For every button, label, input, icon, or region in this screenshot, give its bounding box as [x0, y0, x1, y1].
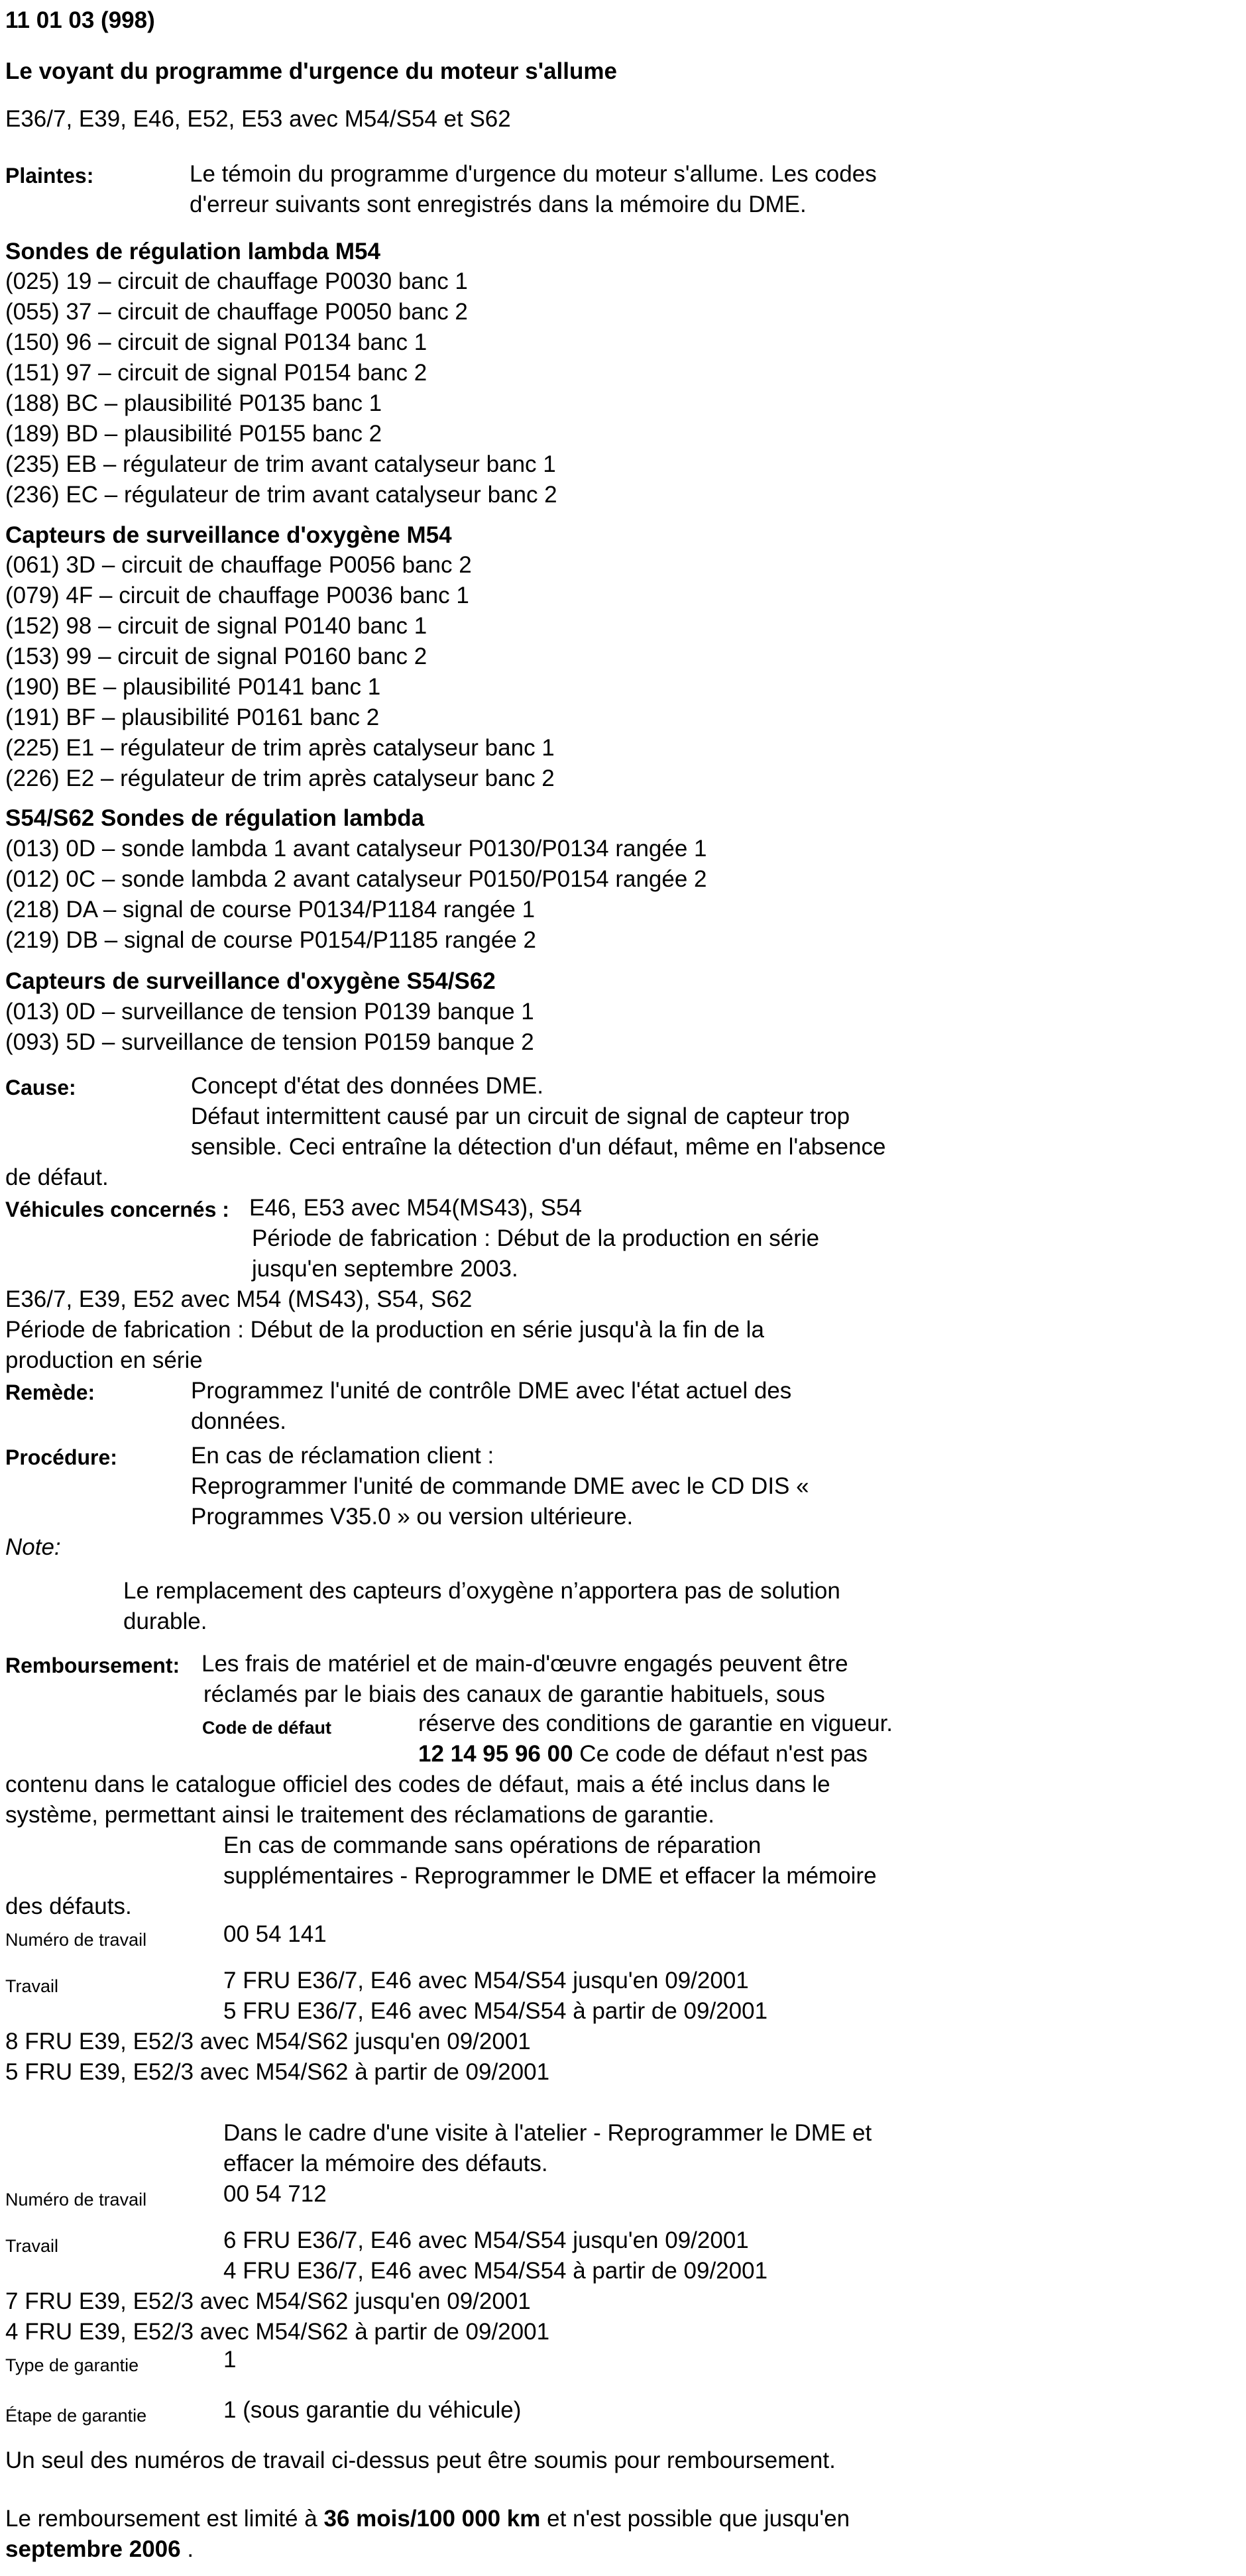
work-fru-line: 6 FRU E36/7, E46 avec M54/S54 jusqu'en 09/2001 — [223, 2227, 749, 2253]
reimbursement-limit-line — [5, 2534, 194, 2565]
fault-code-item: (225) E1 – régulateur de trim après catalyseur banc 1 — [5, 735, 555, 761]
work-number-value: 00 54 712 — [223, 2181, 327, 2207]
reimbursement-text-line: Les frais de matériel et de main-d'œuvre engagés peuvent être — [201, 1651, 848, 1677]
work-number-value: 00 54 141 — [223, 1921, 327, 1947]
fault-code-item: (013) 0D – sonde lambda 1 avant catalyseur P0130/P0134 rangée 1 — [5, 836, 707, 862]
workshop-visit-line: Dans le cadre d'une visite à l'atelier - Reprogrammer le DME et — [223, 2120, 872, 2146]
reimbursement-text-line: des défauts. — [5, 1893, 132, 1919]
defect-code-line — [418, 1739, 868, 1769]
vehicles-text-line: E36/7, E39, E52 avec M54 (MS43), S54, S62 — [5, 1286, 473, 1312]
fault-code-item: (151) 97 – circuit de signal P0154 banc 2 — [5, 360, 427, 386]
reimbursement-limit-line — [5, 2504, 850, 2534]
remedy-text-line: données. — [191, 1408, 287, 1434]
fault-code-item: (219) DB – signal de course P0154/P1185 rangée 2 — [5, 927, 537, 953]
fault-code-item: (093) 5D – surveillance de tension P0159 banque 2 — [5, 1029, 534, 1055]
warranty-stage-value: 1 (sous garantie du véhicule) — [223, 2397, 522, 2423]
doc-number: 11 01 03 (998) — [5, 7, 155, 33]
defect-code-text: Ce code de défaut n'est pas — [573, 1741, 868, 1767]
fault-code-item: (188) BC – plausibilité P0135 banc 1 — [5, 390, 382, 416]
fault-code-item: (079) 4F – circuit de chauffage P0036 banc 1 — [5, 583, 469, 608]
fault-code-item: (226) E2 – régulateur de trim après catalyseur banc 2 — [5, 765, 555, 791]
work-label: Travail — [5, 2236, 59, 2256]
fault-section-heading: Capteurs de surveillance d'oxygène M54 — [5, 522, 452, 548]
vehicles-text-line: E46, E53 avec M54(MS43), S54 — [249, 1195, 582, 1221]
limit-prefix: Le remboursement est limité à — [5, 2506, 324, 2532]
fault-code-item: (236) EC – régulateur de trim avant catalyseur banc 2 — [5, 482, 557, 508]
work-fru-line: 4 FRU E39, E52/3 avec M54/S62 à partir de 09/2001 — [5, 2319, 550, 2345]
fault-code-item: (061) 3D – circuit de chauffage P0056 banc 2 — [5, 552, 472, 578]
reimbursement-label: Remboursement: — [5, 1653, 180, 1677]
vehicles-label: Véhicules concernés : — [5, 1198, 229, 1221]
warranty-type-label: Type de garantie — [5, 2355, 139, 2375]
fault-code-item: (191) BF – plausibilité P0161 banc 2 — [5, 704, 380, 730]
fault-code-item: (190) BE – plausibilité P0141 banc 1 — [5, 674, 381, 700]
reimbursement-text-line: En cas de commande sans opérations de réparation — [223, 1832, 762, 1858]
procedure-text-line: Reprogrammer l'unité de commande DME avec le CD DIS « — [191, 1473, 809, 1499]
note-text-line: durable. — [123, 1608, 207, 1634]
vehicles-text-line: Période de fabrication : Début de la production en série jusqu'à la fin de la — [5, 1317, 764, 1343]
reimbursement-text-line: réserve des conditions de garantie en vigueur. — [418, 1710, 893, 1736]
work-fru-line: 5 FRU E39, E52/3 avec M54/S62 à partir de 09/2001 — [5, 2059, 550, 2085]
complaint-text-line: d'erreur suivants sont enregistrés dans la mémoire du DME. — [190, 192, 807, 217]
fault-code-item: (012) 0C – sonde lambda 2 avant catalyseur P0150/P0154 rangée 2 — [5, 866, 707, 892]
limit-suffix: et n'est possible que jusqu'en — [540, 2506, 850, 2532]
fault-code-item: (013) 0D – surveillance de tension P0139 banque 1 — [5, 999, 534, 1025]
fault-code-item: (055) 37 – circuit de chauffage P0050 banc 2 — [5, 299, 468, 325]
complaint-label: Plaintes: — [5, 164, 94, 188]
workshop-visit-line: effacer la mémoire des défauts. — [223, 2151, 548, 2176]
bulletin-title: Le voyant du programme d'urgence du moteur s'allume — [5, 58, 617, 84]
fault-code-item: (153) 99 – circuit de signal P0160 banc 2 — [5, 644, 427, 669]
vehicles-text-line: production en série — [5, 1347, 203, 1373]
complaint-text-line: Le témoin du programme d'urgence du moteur s'allume. Les codes — [190, 161, 877, 187]
work-fru-line: 4 FRU E36/7, E46 avec M54/S54 à partir de 09/2001 — [223, 2258, 768, 2284]
reimbursement-text-line: système, permettant ainsi le traitement des réclamations de garantie. — [5, 1802, 714, 1828]
cause-text-line: sensible. Ceci entraîne la détection d'un défaut, même en l'absence — [191, 1134, 886, 1160]
fault-code-item: (025) 19 – circuit de chauffage P0030 banc 1 — [5, 268, 468, 294]
vehicles-text-line: Période de fabrication : Début de la production en série — [252, 1225, 820, 1251]
fault-code-item: (152) 98 – circuit de signal P0140 banc 1 — [5, 613, 427, 639]
fault-code-item: (218) DA – signal de course P0134/P1184 rangée 1 — [5, 897, 536, 923]
fault-code-item: (150) 96 – circuit de signal P0134 banc 1 — [5, 329, 427, 355]
defect-code-value: 12 14 95 96 00 — [418, 1741, 573, 1767]
remedy-label: Remède: — [5, 1380, 95, 1404]
work-fru-line: 7 FRU E39, E52/3 avec M54/S62 jusqu'en 09/2001 — [5, 2288, 531, 2314]
work-number-label: Numéro de travail — [5, 2190, 147, 2210]
fault-section-heading: Sondes de régulation lambda M54 — [5, 239, 380, 264]
reimbursement-text-line: contenu dans le catalogue officiel des codes de défaut, mais a été inclus dans le — [5, 1771, 830, 1797]
cause-label: Cause: — [5, 1076, 76, 1099]
remedy-text-line: Programmez l'unité de contrôle DME avec l'état actuel des — [191, 1378, 792, 1404]
affected-models: E36/7, E39, E46, E52, E53 avec M54/S54 et S62 — [5, 106, 511, 132]
fault-code-item: (189) BD – plausibilité P0155 banc 2 — [5, 421, 382, 447]
fault-section-heading: Capteurs de surveillance d'oxygène S54/S62 — [5, 968, 496, 994]
single-claim-note: Un seul des numéros de travail ci-dessus peut être soumis pour remboursement. — [5, 2447, 836, 2473]
fault-section-heading: S54/S62 Sondes de régulation lambda — [5, 805, 425, 831]
work-label: Travail — [5, 1976, 59, 1996]
limit-duration: 36 mois/100 000 km — [323, 2506, 541, 2532]
limit-deadline: septembre 2006 — [5, 2536, 181, 2562]
procedure-text-line: Programmes V35.0 » ou version ultérieure. — [191, 1504, 634, 1530]
fault-code-item: (235) EB – régulateur de trim avant catalyseur banc 1 — [5, 451, 556, 477]
defect-code-label: Code de défaut — [202, 1718, 332, 1738]
note-label: Note: — [5, 1534, 61, 1560]
vehicles-text-line: jusqu'en septembre 2003. — [252, 1256, 518, 1282]
work-fru-line: 5 FRU E36/7, E46 avec M54/S54 à partir de 09/2001 — [223, 1998, 768, 2024]
reimbursement-text-line: réclamés par le biais des canaux de garantie habituels, sous — [203, 1681, 825, 1707]
procedure-text-line: En cas de réclamation client : — [191, 1443, 494, 1469]
warranty-stage-label: Étape de garantie — [5, 2406, 147, 2426]
cause-text-line: Concept d'état des données DME. — [191, 1073, 544, 1099]
procedure-label: Procédure: — [5, 1445, 117, 1469]
work-number-label: Numéro de travail — [5, 1930, 147, 1950]
work-fru-line: 8 FRU E39, E52/3 avec M54/S62 jusqu'en 09/2001 — [5, 2029, 531, 2054]
reimbursement-text-line: supplémentaires - Reprogrammer le DME et effacer la mémoire — [223, 1863, 877, 1889]
work-fru-line: 7 FRU E36/7, E46 avec M54/S54 jusqu'en 09/2001 — [223, 1968, 749, 1993]
warranty-type-value: 1 — [223, 2347, 237, 2373]
cause-text-line: Défaut intermittent causé par un circuit de signal de capteur trop — [191, 1103, 850, 1129]
limit-end: . — [180, 2536, 194, 2562]
cause-text-line: de défaut. — [5, 1164, 109, 1190]
note-text-line: Le remplacement des capteurs d’oxygène n’apportera pas de solution — [123, 1578, 840, 1604]
